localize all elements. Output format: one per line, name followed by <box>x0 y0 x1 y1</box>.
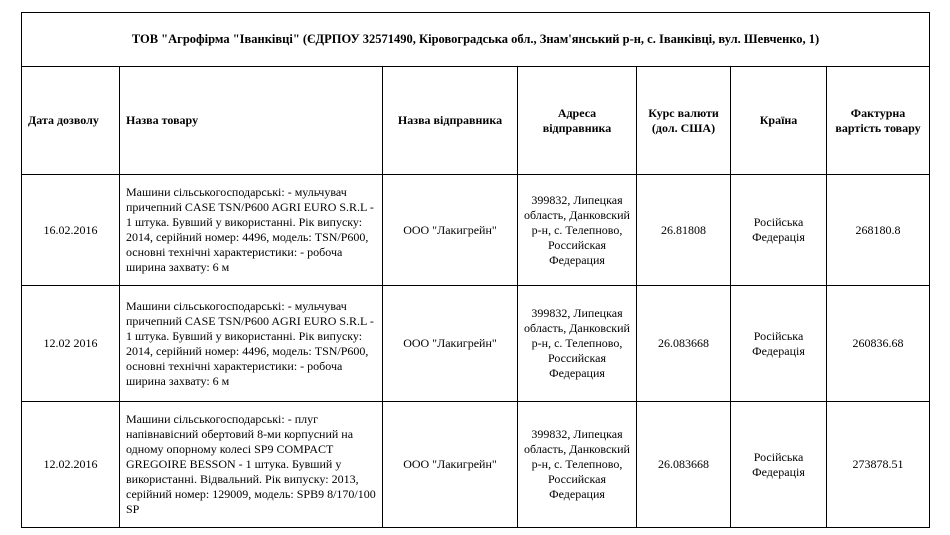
cell-address: 399832, Липецкая область, Данковский р-н, с. Телепново, Российская Федерация <box>518 286 637 402</box>
company-title: ТОВ "Агрофірма "Іванківці" (ЄДРПОУ 32571490, Кіровоградська обл., Знам'янський р-н, с. Іванківці, вул. Шевченко, 1) <box>22 13 930 67</box>
cell-sender: ООО "Лакигрейн" <box>383 402 518 528</box>
cell-value: 268180.8 <box>827 175 930 286</box>
cell-sender: ООО "Лакигрейн" <box>383 175 518 286</box>
header-date: Дата дозволу <box>22 67 120 175</box>
cell-rate: 26.083668 <box>637 286 731 402</box>
header-rate: Курс валюти (дол. США) <box>637 67 731 175</box>
cell-date: 12.02.2016 <box>22 402 120 528</box>
header-row <box>22 67 930 175</box>
permits-table <box>21 12 930 528</box>
cell-value: 260836.68 <box>827 286 930 402</box>
cell-value: 273878.51 <box>827 402 930 528</box>
cell-date: 12.02 2016 <box>22 286 120 402</box>
cell-rate: 26.083668 <box>637 402 731 528</box>
cell-rate: 26.81808 <box>637 175 731 286</box>
cell-address: 399832, Липецкая область, Данковский р-н, с. Телепново, Российская Федерация <box>518 402 637 528</box>
cell-product: Машини сільськогосподарські: - мульчувач причепний CASE TSN/P600 AGRI EURO S.R.L - 1 штука. Бувший у використанні. Рік випуску: 2014, серійний номер: 4496, модель: TSN/P600, основні технічні характеристики: - робоча ширина захвату: 6 м <box>120 286 383 402</box>
header-value: Фактурна вартість товару <box>827 67 930 175</box>
cell-sender: ООО "Лакигрейн" <box>383 286 518 402</box>
cell-address: 399832, Липецкая область, Данковский р-н, с. Телепново, Российская Федерация <box>518 175 637 286</box>
header-product: Назва товару <box>120 67 383 175</box>
header-address: Адреса відправника <box>518 67 637 175</box>
table-row <box>22 402 930 528</box>
cell-country: Російська Федерація <box>731 175 827 286</box>
cell-date: 16.02.2016 <box>22 175 120 286</box>
cell-country: Російська Федерація <box>731 286 827 402</box>
cell-country: Російська Федерація <box>731 402 827 528</box>
header-sender: Назва відправника <box>383 67 518 175</box>
table-row <box>22 286 930 402</box>
cell-product: Машини сільськогосподарські: - мульчувач причепний CASE TSN/P600 AGRI EURO S.R.L - 1 штука. Бувший у використанні. Рік випуску: 2014, серійний номер: 4496, модель: TSN/P600, основні технічні характеристики: - робоча ширина захвату: 6 м <box>120 175 383 286</box>
header-country: Країна <box>731 67 827 175</box>
cell-product: Машини сільськогосподарські: - плуг напівнавісний обертовий 8-ми корпусний на одному опорному колесі SP9 COMPACT GREGOIRE BESSON - 1 штука. Бувший у використанні. Відвальний. Рік випуску: 2013, серійний номер: 129009, модель: SPB9 8/170/100 SP <box>120 402 383 528</box>
table-row <box>22 175 930 286</box>
